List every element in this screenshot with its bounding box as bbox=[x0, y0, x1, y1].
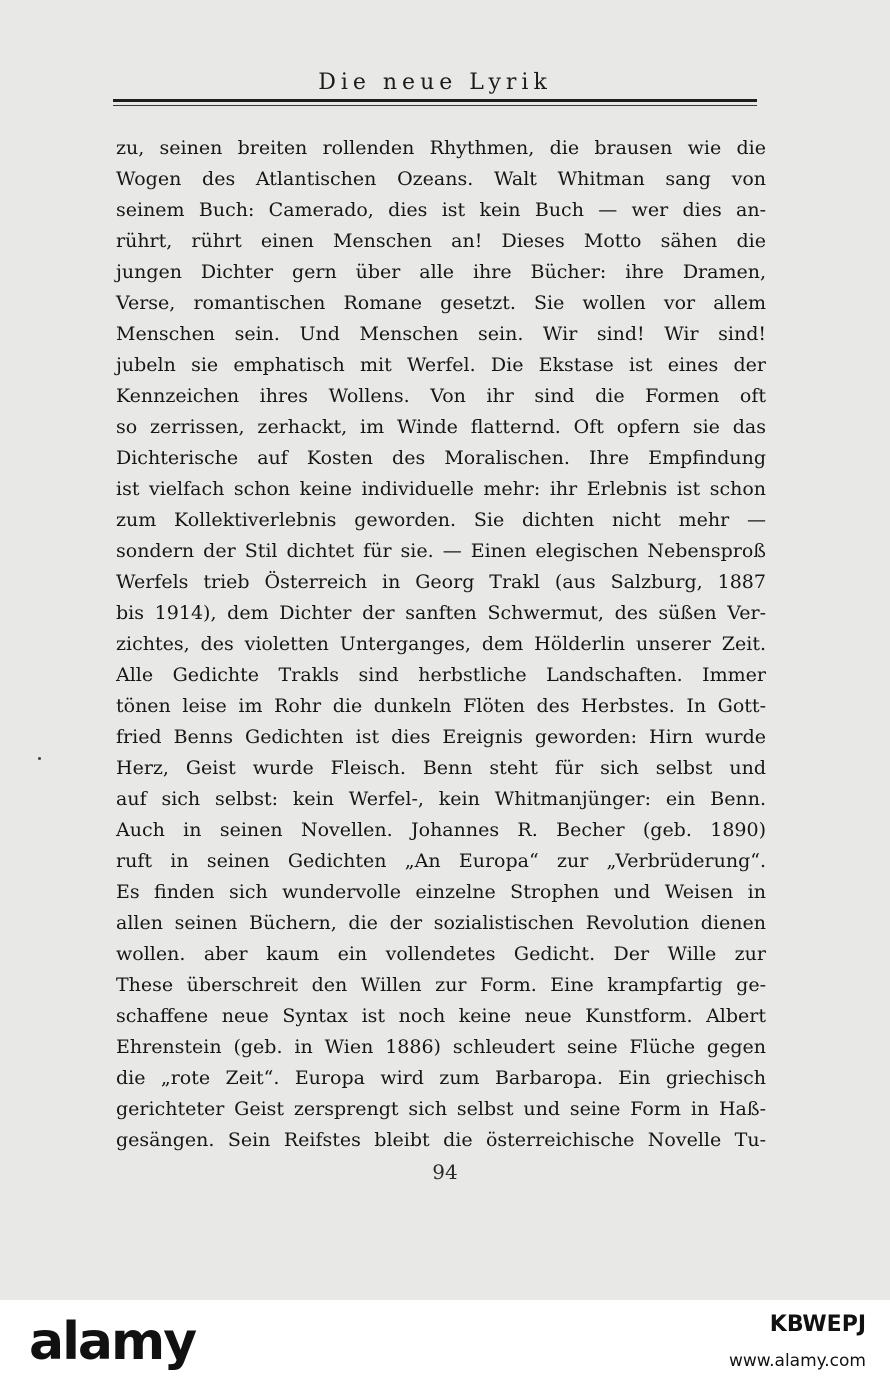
text-line: jubeln sie emphatisch mit Werfel. Die Ekstase ist eines der bbox=[116, 354, 766, 376]
text-line: die „rote Zeit“. Europa wird zum Barbaropa. Ein griechisch bbox=[116, 1067, 766, 1089]
text-line: Auch in seinen Novellen. Johannes R. Becher (geb. 1890) bbox=[116, 819, 766, 841]
text-line: auf sich selbst: kein Werfel-, kein Whitmanjünger: ein Benn. bbox=[116, 788, 766, 810]
page-number: 94 bbox=[432, 1160, 458, 1184]
running-head: Die neue Lyrik bbox=[318, 70, 552, 95]
text-line: zum Kollektiverlebnis geworden. Sie dichten nicht mehr — bbox=[116, 509, 766, 531]
text-line: Menschen sein. Und Menschen sein. Wir sind! Wir sind! bbox=[116, 323, 766, 345]
text-line: rührt, rührt einen Menschen an! Dieses Motto sähen die bbox=[116, 230, 766, 252]
text-line: ruft in seinen Gedichten „An Europa“ zur „Verbrüderung“. bbox=[116, 850, 766, 872]
text-line: Dichterische auf Kosten des Moralischen. Ihre Empfindung bbox=[116, 447, 766, 469]
text-line: Ehrenstein (geb. in Wien 1886) schleudert seine Flüche gegen bbox=[116, 1036, 766, 1058]
text-line: allen seinen Büchern, die der sozialistischen Revolution dienen bbox=[116, 912, 766, 934]
text-line: zichtes, des violetten Unterganges, dem Hölderlin unserer Zeit. bbox=[116, 633, 766, 655]
site-url: www.alamy.com bbox=[728, 1351, 866, 1371]
header-rule-thin bbox=[113, 105, 757, 106]
text-line: Herz, Geist wurde Fleisch. Benn steht für sich selbst und bbox=[116, 757, 766, 779]
text-line: schaffene neue Syntax ist noch keine neue Kunstform. Albert bbox=[116, 1005, 766, 1027]
text-line: ist vielfach schon keine individuelle mehr: ihr Erlebnis ist schon bbox=[116, 478, 766, 500]
header-rule-thick bbox=[113, 99, 757, 102]
text-line: bis 1914), dem Dichter der sanften Schwermut, des süßen Ver- bbox=[116, 602, 766, 624]
text-line: seinem Buch: Camerado, dies ist kein Buch — wer dies an- bbox=[116, 199, 766, 221]
text-line: sondern der Stil dichtet für sie. — Einen elegischen Nebensproß bbox=[116, 540, 766, 562]
text-line: Alle Gedichte Trakls sind herbstliche Landschaften. Immer bbox=[116, 664, 766, 686]
text-line: Es finden sich wundervolle einzelne Strophen und Weisen in bbox=[116, 881, 766, 903]
text-line: tönen leise im Rohr die dunkeln Flöten des Herbstes. In Gott- bbox=[116, 695, 766, 717]
text-line: jungen Dichter gern über alle ihre Bücher: ihre Dramen, bbox=[116, 261, 766, 283]
text-line: fried Benns Gedichten ist dies Ereignis geworden: Hirn wurde bbox=[116, 726, 766, 748]
text-line: Verse, romantischen Romane gesetzt. Sie wollen vor allem bbox=[116, 292, 766, 314]
body-text bbox=[116, 133, 766, 1156]
text-line: zu, seinen breiten rollenden Rhythmen, die brausen wie die bbox=[116, 137, 766, 159]
text-line: wollen. aber kaum ein vollendetes Gedicht. Der Wille zur bbox=[116, 943, 766, 965]
brand-logo: alamy bbox=[29, 1312, 196, 1372]
text-line: Werfels trieb Österreich in Georg Trakl (aus Salzburg, 1887 bbox=[116, 571, 766, 593]
text-line: gesängen. Sein Reifstes bleibt die österreichische Novelle Tu- bbox=[116, 1129, 766, 1151]
image-id: KBWEPJ bbox=[769, 1312, 866, 1337]
text-line: gerichteter Geist zersprengt sich selbst und seine Form in Haß- bbox=[116, 1098, 766, 1120]
text-line: These überschreit den Willen zur Form. Eine krampfartig ge- bbox=[116, 974, 766, 996]
text-line: Wogen des Atlantischen Ozeans. Walt Whitman sang von bbox=[116, 168, 766, 190]
scan-speck bbox=[38, 757, 41, 760]
text-line: so zerrissen, zerhackt, im Winde flatternd. Oft opfern sie das bbox=[116, 416, 766, 438]
text-line: Kennzeichen ihres Wollens. Von ihr sind die Formen oft bbox=[116, 385, 766, 407]
